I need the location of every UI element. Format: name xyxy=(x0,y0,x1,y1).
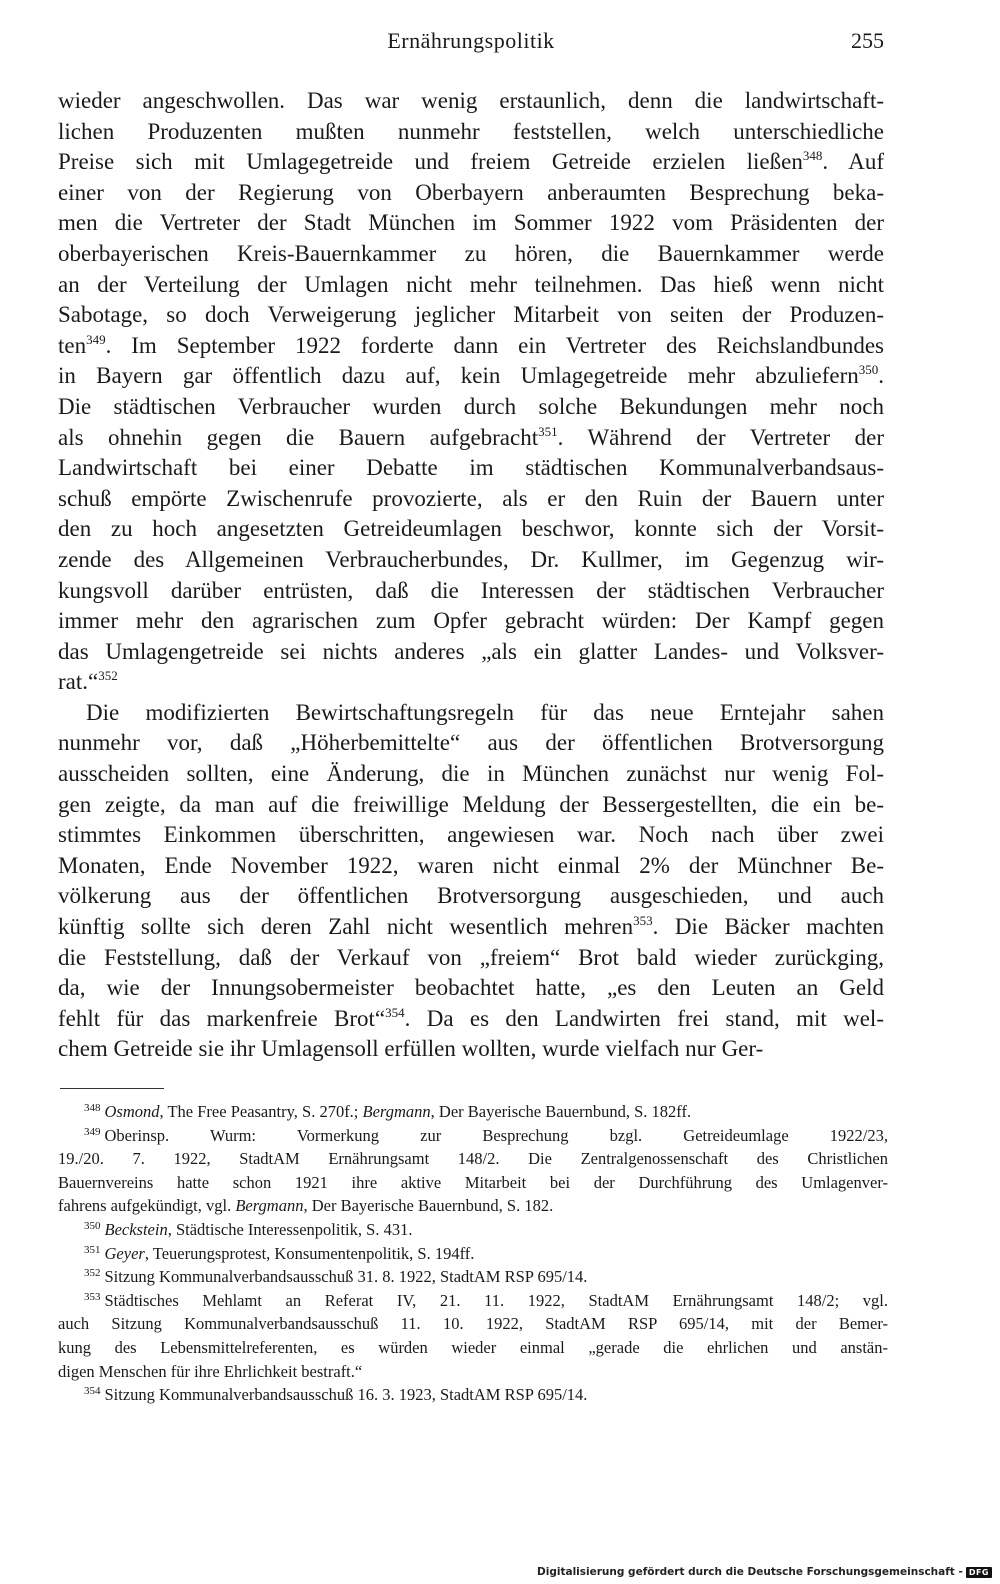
text-run: als ohnehin gegen die Bauern aufgebracht xyxy=(58,424,539,450)
text-line xyxy=(58,239,884,270)
text-run: wieder angeschwollen. Das war wenig erstaunlich, denn die landwirtschaft- xyxy=(58,88,884,113)
text-run: künftig sollte sich deren Zahl nicht wesentlich mehren xyxy=(58,914,634,940)
text-line xyxy=(58,576,884,607)
text-line xyxy=(58,423,884,454)
footnote-text: , Teuerungsprotest, Konsumentenpolitik, S. 194ff. xyxy=(144,1243,475,1263)
text-run: da, wie der Innungsobermeister beobachtet hatte, „es den Leuten an Geld xyxy=(58,975,884,1001)
text-line xyxy=(58,728,884,759)
footnote-reference[interactable]: 350 xyxy=(858,362,879,378)
text-run: Preise sich mit Umlagegetreide und freiem Getreide erzielen ließen xyxy=(58,149,803,175)
text-run: immer mehr den agrarischen zum Opfer gebracht würden: Der Kampf gegen xyxy=(58,608,884,634)
text-line xyxy=(58,606,884,637)
text-run: rat.“ xyxy=(58,669,99,695)
footnote-number: 349 xyxy=(84,1125,101,1138)
text-line xyxy=(58,790,884,821)
footnote-text: Städtisches Mehlamt an Referat IV, 21. 11. 1922, StadtAM Ernährungsamt 148/2; vgl. xyxy=(104,1290,888,1310)
text-run: ten xyxy=(58,332,87,358)
footnote xyxy=(58,1289,888,1383)
author-name: Beckstein xyxy=(104,1219,168,1239)
text-line xyxy=(58,208,884,239)
footnote-text: auch Sitzung Kommunalverbandsausschuß 11. 10. 1922, StadtAM RSP 695/14, mit der Bemer- xyxy=(58,1314,888,1334)
footnote-line xyxy=(58,1218,888,1242)
text-run: Landwirtschaft bei einer Debatte im städtischen Kommunalverbandsaus- xyxy=(58,455,884,481)
text-line xyxy=(58,86,884,117)
footnote-text: Oberinsp. Wurm: Vormerkung zur Besprechung bzgl. Getreideumlage 1922/23, xyxy=(104,1125,888,1145)
text-line xyxy=(58,453,884,484)
footnote-text: , The Free Peasantry, S. 270f.; xyxy=(159,1102,363,1121)
text-run: Monaten, Ende November 1922, waren nicht einmal 2% der Münchner Be- xyxy=(58,852,884,878)
text-run: . Auf xyxy=(822,149,884,175)
footnote-text: , Städtische Interessenpolitik, S. 431. xyxy=(167,1219,413,1239)
footnote-text: Bauernvereins hatte schon 1921 ihre aktive Mitarbeit bei der Durchführung des Umlagenver- xyxy=(58,1172,888,1192)
author-name: Osmond xyxy=(104,1102,160,1121)
footnote xyxy=(58,1100,888,1124)
footnote-number: 353 xyxy=(84,1290,101,1303)
text-line xyxy=(58,1034,884,1065)
text-line xyxy=(58,331,884,362)
text-run: schuß empörte Zwischenrufe provozierte, als er den Ruin der Bauern unter xyxy=(58,485,884,511)
text-line xyxy=(58,484,884,515)
text-line xyxy=(58,667,884,698)
running-title: Ernährungspolitik xyxy=(387,28,555,53)
paragraph xyxy=(58,86,884,698)
author-name: Geyer xyxy=(104,1243,145,1263)
text-line xyxy=(58,759,884,790)
text-line xyxy=(58,881,884,912)
footnote-line xyxy=(58,1242,888,1266)
text-run: lichen Produzenten mußten nunmehr feststellen, welch unterschiedliche xyxy=(58,118,884,144)
footnote-number: 352 xyxy=(84,1267,101,1280)
text-run: . xyxy=(878,363,884,389)
text-run: Sabotage, so doch Verweigerung jeglicher Mitarbeit von seiten der Produzen- xyxy=(58,302,884,328)
footnote-reference[interactable]: 348 xyxy=(802,148,823,164)
text-run: Die modifizierten Bewirtschaftungsregeln für das neue Erntejahr sahen xyxy=(86,699,884,725)
text-line xyxy=(58,117,884,148)
footnote-reference[interactable]: 352 xyxy=(98,668,118,684)
footnote-line xyxy=(58,1194,888,1218)
text-line xyxy=(58,1004,884,1035)
text-line xyxy=(58,820,884,851)
footnote-number: 348 xyxy=(84,1102,101,1114)
footnote xyxy=(58,1218,888,1242)
text-run: men die Vertreter der Stadt München im Sommer 1922 vom Präsidenten der xyxy=(58,210,884,236)
text-line xyxy=(58,912,884,943)
text-line xyxy=(58,270,884,301)
text-run: fehlt für das markenfreie Brot“ xyxy=(58,1005,386,1031)
text-run: oberbayerischen Kreis-Bauernkammer zu hören, die Bauernkammer werde xyxy=(58,240,884,266)
footnote xyxy=(58,1383,888,1407)
text-run: . Während der Vertreter der xyxy=(557,424,885,450)
text-line xyxy=(58,147,884,178)
dfg-logo: DFG xyxy=(966,1567,992,1578)
text-run: stimmtes Einkommen überschritten, angewiesen war. Noch nach über zwei xyxy=(58,822,884,848)
text-run: . Im September 1922 forderte dann ein Vertreter des Reichslandbundes xyxy=(105,332,884,358)
footnote-text: kung des Lebensmittelreferenten, es würden wieder einmal „gerade die ehrlichen und anstän- xyxy=(58,1337,888,1357)
footnote-line xyxy=(58,1100,888,1124)
digitization-note xyxy=(537,1566,992,1578)
text-line xyxy=(58,300,884,331)
text-run: einer von der Regierung von Oberbayern anberaumten Besprechung beka- xyxy=(58,179,884,205)
footnotes xyxy=(58,1100,888,1407)
footnote-line xyxy=(58,1147,888,1171)
footnote-text: 19./20. 7. 1922, StadtAM Ernährungsamt 148/2. Die Zentralgenossenschaft des Christlichen xyxy=(58,1149,888,1169)
digitization-note-text: Digitalisierung gefördert durch die Deutsche Forschungsgemeinschaft - xyxy=(537,1566,963,1578)
footnote-reference[interactable]: 354 xyxy=(385,1004,405,1020)
footnote-text: Sitzung Kommunalverbandsausschuß 31. 8. 1922, StadtAM RSP 695/14. xyxy=(104,1267,588,1287)
footnote-line xyxy=(58,1171,888,1195)
text-run: kungsvoll darüber entrüsten, daß die Interessen der städtischen Verbraucher xyxy=(58,577,884,603)
text-run: das Umlagengetreide sei nichts anderes „als ein glatter Landes- und Volksver- xyxy=(58,638,884,664)
text-line xyxy=(58,851,884,882)
footnote-separator xyxy=(60,1088,164,1089)
text-run: die Feststellung, daß der Verkauf von „freiem“ Brot bald wieder zurückging, xyxy=(58,944,884,970)
footnote xyxy=(58,1265,888,1289)
page-number: 255 xyxy=(851,28,884,53)
text-run: an der Verteilung der Umlagen nicht mehr teilnehmen. Das hieß wenn nicht xyxy=(58,271,884,297)
text-line xyxy=(58,698,884,729)
footnote-number: 351 xyxy=(84,1243,101,1256)
text-run: . Die Bäcker machten xyxy=(652,914,884,940)
text-line xyxy=(58,178,884,209)
text-run: den zu hoch angesetzten Getreideumlagen beschwor, konnte sich der Vorsit- xyxy=(58,516,884,542)
author-name: Bergmann xyxy=(362,1102,431,1121)
footnote-line xyxy=(58,1289,888,1313)
text-line xyxy=(58,637,884,668)
footnote xyxy=(58,1242,888,1266)
footnote-number: 350 xyxy=(84,1219,101,1232)
footnote-line xyxy=(58,1360,888,1384)
text-line xyxy=(58,392,884,423)
text-run: ausscheiden sollten, eine Änderung, die in München zunächst nur wenig Fol- xyxy=(58,761,884,787)
footnote-line xyxy=(58,1336,888,1360)
footnote-line xyxy=(58,1383,888,1407)
footnote-line xyxy=(58,1124,888,1148)
text-line xyxy=(58,943,884,974)
text-run: gen zeigte, da man auf die freiwillige Meldung der Bessergestellten, die ein be- xyxy=(58,791,884,817)
footnote-reference[interactable]: 349 xyxy=(86,331,106,347)
text-run: chem Getreide sie ihr Umlagensoll erfüllen wollten, wurde vielfach nur Ger- xyxy=(58,1036,764,1062)
text-run: . Da es den Landwirten frei stand, mit wel- xyxy=(404,1005,884,1031)
running-head xyxy=(58,28,884,60)
text-line xyxy=(58,514,884,545)
text-line xyxy=(58,361,884,392)
footnote-text: , Der Bayerische Bauernbund, S. 182. xyxy=(303,1196,554,1216)
text-run: in Bayern gar öffentlich dazu auf, kein Umlagegetreide mehr abzuliefern xyxy=(58,363,859,389)
footnote-line xyxy=(58,1265,888,1289)
footnote-text: , Der Bayerische Bauernbund, S. 182ff. xyxy=(430,1102,692,1121)
footnote-reference[interactable]: 353 xyxy=(633,913,653,929)
text-run: nunmehr vor, daß „Höherbemittelte“ aus der öffentlichen Brotversorgung xyxy=(58,730,884,756)
text-run: zende des Allgemeinen Verbraucherbundes, Dr. Kullmer, im Gegenzug wir- xyxy=(58,546,884,572)
text-run: völkerung aus der öffentlichen Brotversorgung ausgeschieden, und auch xyxy=(58,883,884,909)
footnote xyxy=(58,1124,888,1218)
footnote-reference[interactable]: 351 xyxy=(538,423,558,439)
author-name: Bergmann xyxy=(235,1196,304,1216)
footnote-text: fahrens aufgekündigt, vgl. xyxy=(58,1196,236,1216)
footnote-line xyxy=(58,1312,888,1336)
body-text xyxy=(58,86,884,1065)
footnote-text: digen Menschen für ihre Ehrlichkeit bestraft.“ xyxy=(58,1361,363,1381)
footnote-number: 354 xyxy=(84,1385,101,1398)
text-line xyxy=(58,545,884,576)
text-line xyxy=(58,973,884,1004)
footnote-text: Sitzung Kommunalverbandsausschuß 16. 3. 1923, StadtAM RSP 695/14. xyxy=(104,1385,588,1405)
text-run: Die städtischen Verbraucher wurden durch solche Bekundungen mehr noch xyxy=(58,393,884,419)
paragraph xyxy=(58,698,884,1065)
